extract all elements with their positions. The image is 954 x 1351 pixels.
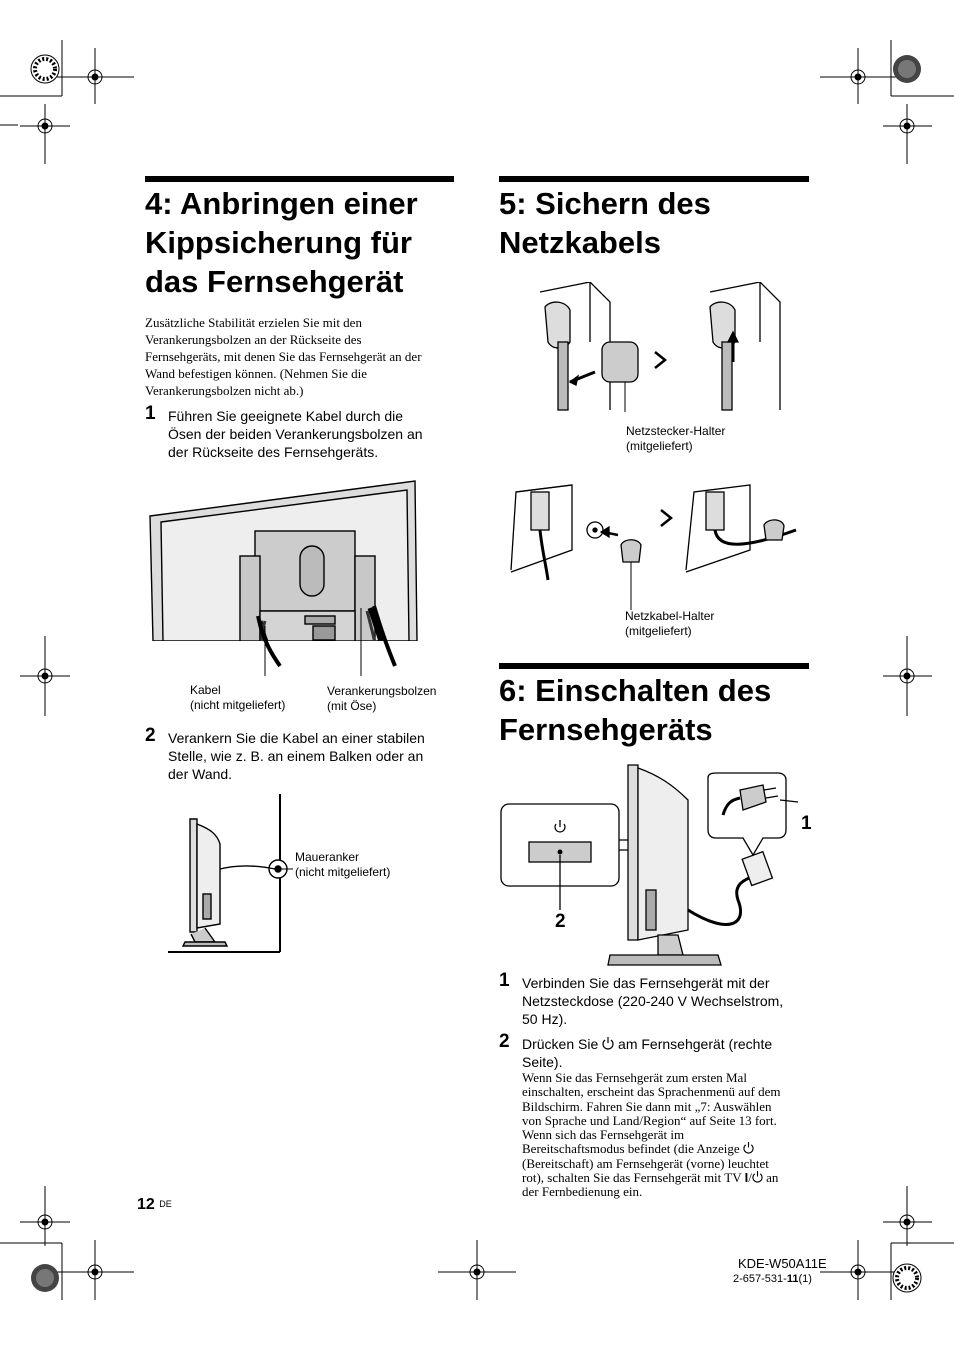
power-icon [752,1171,763,1183]
section6-step2-text: Drücken Sie am Fernsehgerät (rechte Seite). [522,1036,773,1070]
tv-back-anchor-figure [145,476,425,676]
cable-holder-figure [506,480,806,610]
maueranker-label: Maueranker (nicht mitgeliefert) [295,850,391,879]
section6-note: Wenn Sie das Fernsehgerät zum ersten Mal einschalten, erscheint das Sprachenmenü auf dem Bildschirm. Fahren Sie dann mit „7: Auswählen von Sprache und Land/Region“ auf Seite 13 fort. Wenn sich das Fernsehgerät im Bereitschaftsmodus befindet (die Anzeige (Bereitschaft) am Fernsehgerät (vorne) leuchtet rot), schalten Sie das Fernsehgerät mit TV I/ an der Fernbedienung ein. [522,1070,781,1200]
section6-rule [499,663,809,669]
plug-holder-figure [530,282,810,412]
section6-title: 6: Einschalten des Fernsehgeräts [499,673,772,747]
section4-step2-text: Verankern Sie die Kabel an einer stabilen Stelle, wie z. B. an einem Balken oder an der Wand. [168,730,425,782]
section4-step2-number: 2 [145,725,156,746]
section4-title: 4: Anbringen einer Kippsicherung für das Fernsehgerät [145,186,418,299]
netzkabel-halter-label: Netzkabel-Halter (mitgeliefert) [625,609,715,638]
section4-step1-text: Führen Sie geeignete Kabel durch die Ösen der beiden Verankerungsbolzen an der Rückseite des Fernsehgeräts. [168,408,423,460]
wall-anchor-figure [165,794,295,954]
power-on-figure [498,760,818,970]
page-number: 12 DE [137,1196,172,1213]
verankerungsbolzen-label: Verankerungsbolzen (mit Öse) [327,684,437,713]
section4-intro: Zusätzliche Stabilität erzielen Sie mit den Verankerungsbolzen an der Rückseite des Fernsehgeräts, mit denen Sie das Fernsehgerät an der Wand befestigen können. (Nehmen Sie die Verankerungsbolzen nicht ab.) [145,315,422,398]
section6-step2-number: 2 [499,1031,510,1052]
callout-2: 2 [555,911,566,932]
model-number: KDE-W50A11E [738,1256,827,1271]
section6-step1-number: 1 [499,970,510,991]
section5-rule [499,176,809,182]
callout-1: 1 [801,813,812,834]
section6-step1-text: Verbinden Sie das Fernsehgerät mit der Netzsteckdose (220-240 V Wechselstrom, 50 Hz). [522,975,784,1027]
power-icon [743,1142,754,1154]
kabel-label: Kabel (nicht mitgeliefert) [190,683,286,712]
section4-step1-number: 1 [145,403,156,424]
netzstecker-halter-label: Netzstecker-Halter (mitgeliefert) [626,424,726,453]
section4-rule [145,176,454,182]
section5-title: 5: Sichern des Netzkabels [499,186,711,260]
power-icon [602,1037,614,1050]
document-code: 2-657-531-11(1) [733,1273,812,1285]
